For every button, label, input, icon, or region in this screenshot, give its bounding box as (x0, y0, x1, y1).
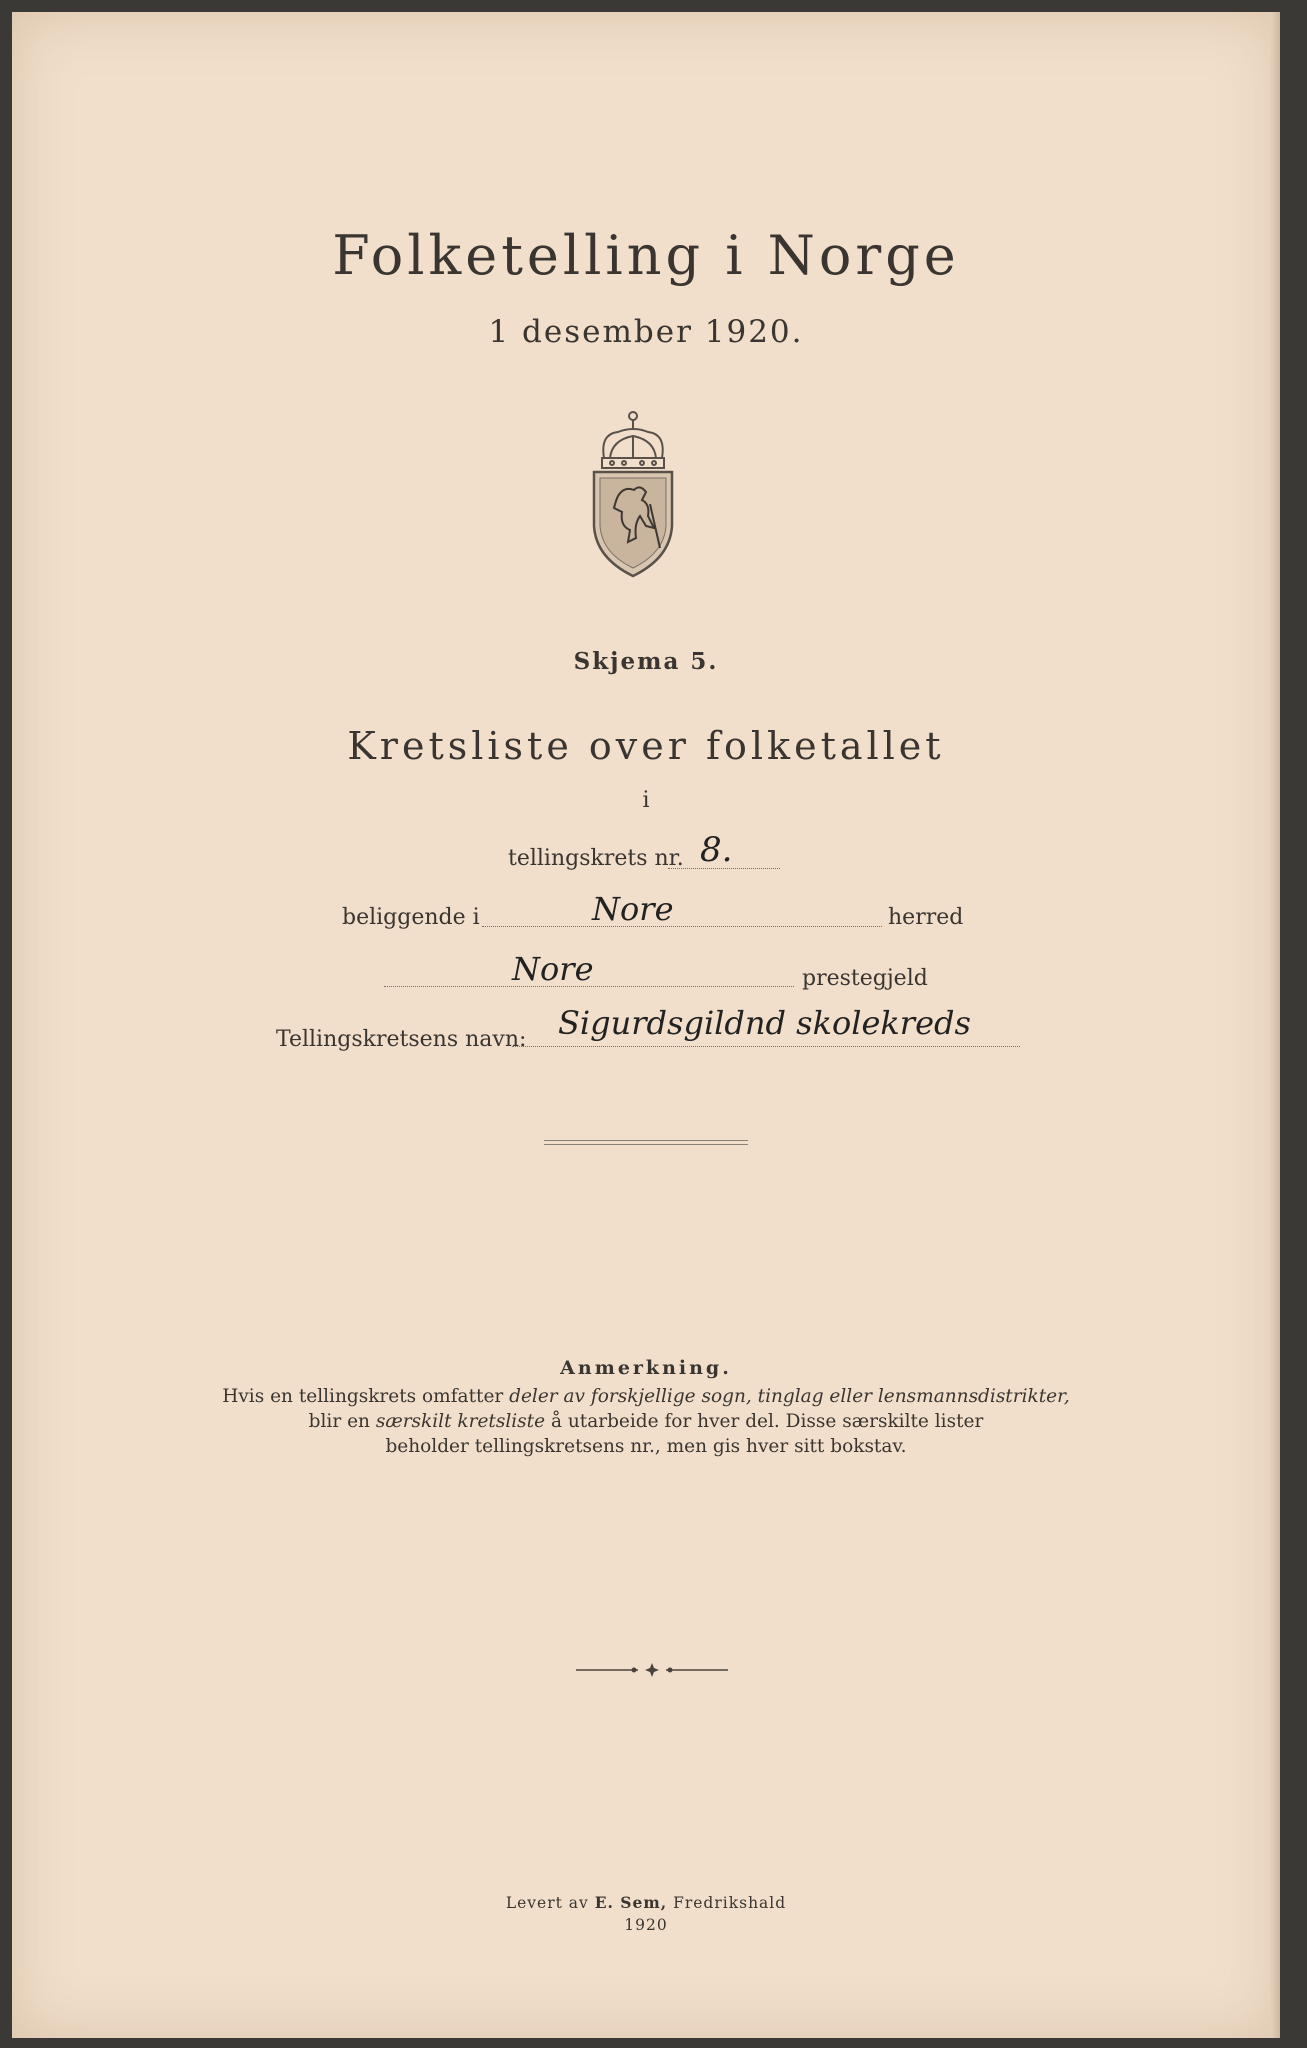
printer-city: Fredrikshald (667, 1894, 787, 1912)
prestegjeld-label: prestegjeld (802, 966, 928, 991)
printer-name: E. Sem, (594, 1893, 668, 1912)
kretsnavn-line (512, 1046, 1020, 1047)
kretsnavn-label: Tellingskretsens navn: (276, 1027, 527, 1052)
note-line-2 (12, 1409, 1280, 1434)
printer-text: Levert av (505, 1894, 595, 1912)
tellingskrets-label: tellingskrets nr. (508, 846, 684, 871)
prestegjeld-value: Nore (512, 950, 594, 988)
note-title: Anmerkning. (560, 1357, 732, 1379)
note-emphasis: deler av forskjellige sogn, tinglag eller lensmannsdistrikter, (509, 1386, 1070, 1407)
beliggende-label: beliggende i (342, 905, 480, 930)
kretsnavn-value: Sigurdsgildnd skolekreds (558, 1004, 971, 1042)
note-text-part: blir en (308, 1411, 376, 1432)
note-text-part: å utarbeide for hver del. Disse særskilte lister (545, 1411, 984, 1432)
printer-line (12, 1892, 1280, 1914)
schema-number: Skjema 5. (573, 648, 719, 675)
form-heading: Kretsliste over folketallet (347, 724, 945, 768)
note-text (12, 1384, 1280, 1459)
note-emphasis: særskilt kretsliste (375, 1411, 546, 1432)
tellingskrets-value: 8. (700, 830, 733, 870)
beliggende-value: Nore (592, 890, 674, 928)
separator-line (544, 1140, 748, 1141)
print-year: 1920 (624, 1916, 668, 1934)
note-line-3: beholder tellingskretsens nr., men gis hver sitt bokstav. (385, 1436, 907, 1457)
printer-credit (12, 1892, 1280, 1936)
census-date: 1 desember 1920. (488, 314, 804, 350)
connector-word: i (642, 788, 650, 813)
beliggende-line (482, 926, 882, 927)
note-text-part: Hvis en tellingskrets omfatter (222, 1386, 510, 1407)
ornament-divider-icon (572, 1662, 732, 1678)
census-form-page (12, 12, 1280, 2038)
separator-line (544, 1144, 748, 1145)
norwegian-coat-of-arms-icon (590, 408, 676, 580)
page-title: Folketelling i Norge (332, 224, 960, 287)
note-line-1 (12, 1384, 1280, 1409)
herred-label: herred (888, 905, 964, 930)
